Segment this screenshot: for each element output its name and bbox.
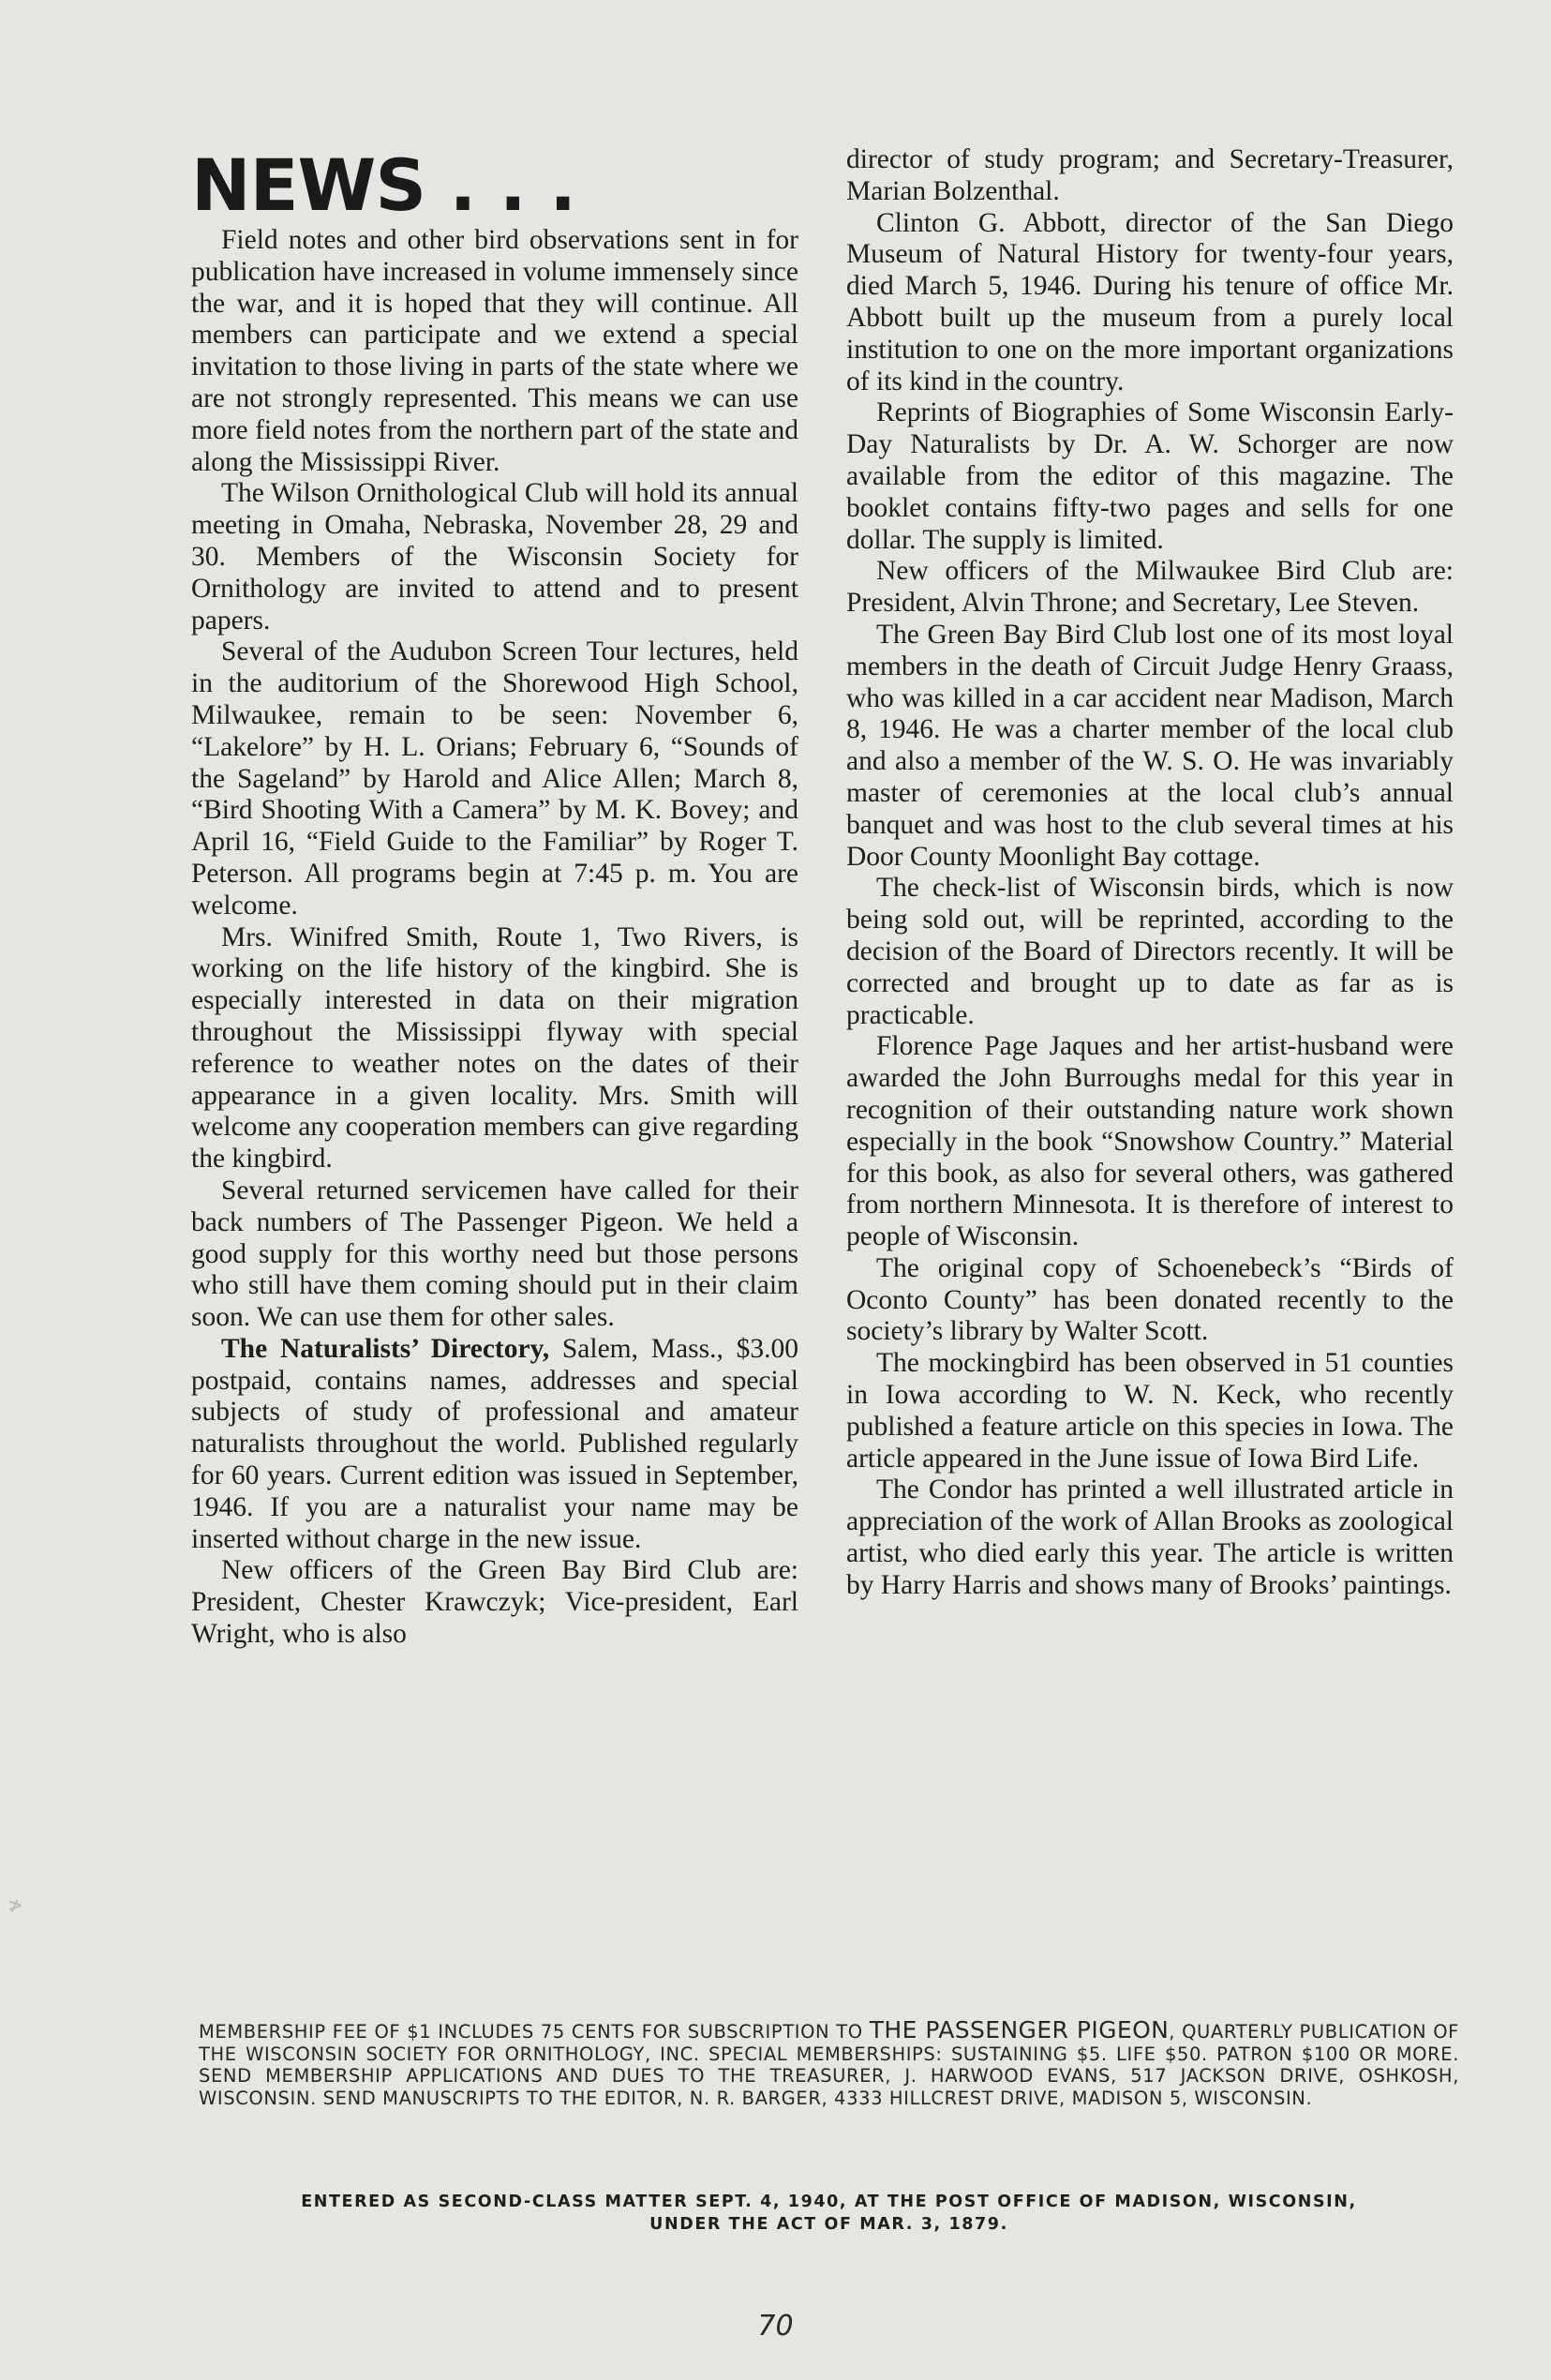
membership-footer bbox=[199, 2016, 1459, 2109]
news-item-field-notes: Field notes and other bird observations sent in for publication have increased in volume immensely since the war, and it is hoped that they will continue. All members can participate and we extend a special invitation to those living in parts of the state where we are not strongly represented. This means we can use more field notes from the northern part of the state and along the Mississippi River. bbox=[191, 225, 798, 477]
directory-title: The Naturalists’ Directory, bbox=[221, 1333, 550, 1364]
news-headline: NEWS . . . bbox=[191, 143, 576, 227]
news-item-reprints: Reprints of Biographies of Some Wisconsin Early-Day Naturalists by Dr. A. W. Schorger are now available from the editor of this magazine. The booklet contains fifty-two pages and sells for one dollar. The supply is limited. bbox=[846, 397, 1454, 555]
news-item-clinton-abbott: Clinton G. Abbott, director of the San Diego Museum of Natural History for twenty-four years, died March 5, 1946. During his tenure of office Mr. Abbott built up the museum from a purely local institution to one on the more important organizations of its kind in the country. bbox=[846, 207, 1454, 397]
postal-entry-line-2: UNDER THE ACT OF MAR. 3, 1879. bbox=[649, 2214, 1008, 2234]
postal-entry-line-1: ENTERED AS SECOND-CLASS MATTER SEPT. 4, 1940, AT THE POST OFFICE OF MADISON, WISCONSIN, bbox=[301, 2193, 1357, 2211]
right-column bbox=[846, 144, 1454, 1991]
news-item-naturalists-directory bbox=[191, 1334, 798, 1556]
margin-mark: ≯ bbox=[7, 1894, 23, 1916]
news-item-burroughs-medal: Florence Page Jaques and her artist-husband were awarded the John Burroughs medal for this year in recognition of their outstanding nature work shown especially in the book “Snowshow Country.” Material for this book, as also for several others, was gathered from northern Minnesota. It is therefore of interest to people of Wisconsin. bbox=[846, 1031, 1454, 1252]
news-item-henry-graass: The Green Bay Bird Club lost one of its most loyal members in the death of Circuit Judge Henry Graass, who was killed in a car accident near Madison, March 8, 1946. He was a charter member of the local club and also a member of the W. S. O. He was invariably master of ceremonies at the local club’s annual banquet and was host to the club several times at his Door County Moonlight Bay cottage. bbox=[846, 619, 1454, 872]
news-item-green-bay-officers: New officers of the Green Bay Bird Club are: President, Chester Krawczyk; Vice-president, Earl Wright, who is also bbox=[191, 1555, 798, 1650]
news-item-condor: The Condor has printed a well illustrated article in appreciation of the work of Allan Brooks as zoological artist, who died early this year. The article is written by Harry Harris and shows many of Brooks’ paintings. bbox=[846, 1474, 1454, 1600]
news-item-audubon-tour: Several of the Audubon Screen Tour lectures, held in the auditorium of the Shorewood High School, Milwaukee, remain to be seen: November 6, “Lakelore” by H. L. Orians; February 6, “Sounds of the Sageland” by Harold and Alice Allen; March 8, “Bird Shooting With a Camera” by M. K. Bovey; and April 16, “Field Guide to the Familiar” by Roger T. Peterson. All programs begin at 7:45 p. m. You are welcome. bbox=[191, 636, 798, 921]
page-number: 70 bbox=[757, 2310, 794, 2343]
footer-text-end: , QUARTERLY PUBLICATION OF THE WISCONSIN SOCIETY FOR ORNITHOLOGY, INC. SPECIAL MEMBERSHIPS: SUSTAINING $5. LIFE $50. PATRON $100 OR MORE. SEND MEMBERSHIP APPLICATIONS AND DUES TO THE TREASURER, J. HARWOOD EVANS, 517 JACKSON DRIVE, OSHKOSH, WISCONSIN. SEND MANUSCRIPTS TO THE EDITOR, N. R. BARGER, 4333 HILLCREST DRIVE, MADISON 5, WISCONSIN. bbox=[199, 2021, 1459, 2109]
footer-text-start: MEMBERSHIP FEE OF $1 INCLUDES 75 CENTS FOR SUBSCRIPTION TO bbox=[199, 2021, 870, 2043]
news-item-wilson-club: The Wilson Ornithological Club will hold its annual meeting in Omaha, Nebraska, November 28, 29 and 30. Members of the Wisconsin Society for Ornithology are invited to attend and to present papers. bbox=[191, 478, 798, 636]
news-item-milwaukee-officers: New officers of the Milwaukee Bird Club are: President, Alvin Throne; and Secretary, Lee Steven. bbox=[846, 556, 1454, 619]
news-item-schoenebeck: The original copy of Schoenebeck’s “Birds of Oconto County” has been donated recently to the society’s library by Walter Scott. bbox=[846, 1252, 1454, 1347]
directory-text: Salem, Mass., $3.00 postpaid, contains names, addresses and special subjects of study of professional and amateur naturalists throughout the world. Published regularly for 60 years. Current edition was issued in September, 1946. If you are a naturalist your name may be inserted without charge in the new issue. bbox=[191, 1333, 798, 1554]
news-item-mockingbird: The mockingbird has been observed in 51 counties in Iowa according to W. N. Keck, who recently published a feature article on this species in Iowa. The article appeared in the June issue of Iowa Bird Life. bbox=[846, 1348, 1454, 1474]
news-item-servicemen: Several returned servicemen have called for their back numbers of The Passenger Pigeon. We held a good supply for this worthy need but those persons who still have them coming should put in their claim soon. We can use them for other sales. bbox=[191, 1175, 798, 1333]
news-item-winifred-smith: Mrs. Winifred Smith, Route 1, Two Rivers, is working on the life history of the kingbird. She is especially interested in data on their migration throughout the Mississippi flyway with special reference to weather notes on the dates of their appearance in a given locality. Mrs. Smith will welcome any cooperation members can give regarding the kingbird. bbox=[191, 921, 798, 1175]
left-column bbox=[191, 225, 798, 1992]
news-item-green-bay-officers-continued: director of study program; and Secretary-Treasurer, Marian Bolzenthal. bbox=[846, 144, 1454, 206]
news-item-check-list: The check-list of Wisconsin birds, which is now being sold out, will be reprinted, according to the decision of the Board of Directors recently. It will be corrected and brought up to date as far as is practicable. bbox=[846, 873, 1454, 1030]
magazine-name: THE PASSENGER PIGEON bbox=[869, 2016, 1170, 2043]
postal-entry-notice bbox=[199, 2192, 1459, 2236]
